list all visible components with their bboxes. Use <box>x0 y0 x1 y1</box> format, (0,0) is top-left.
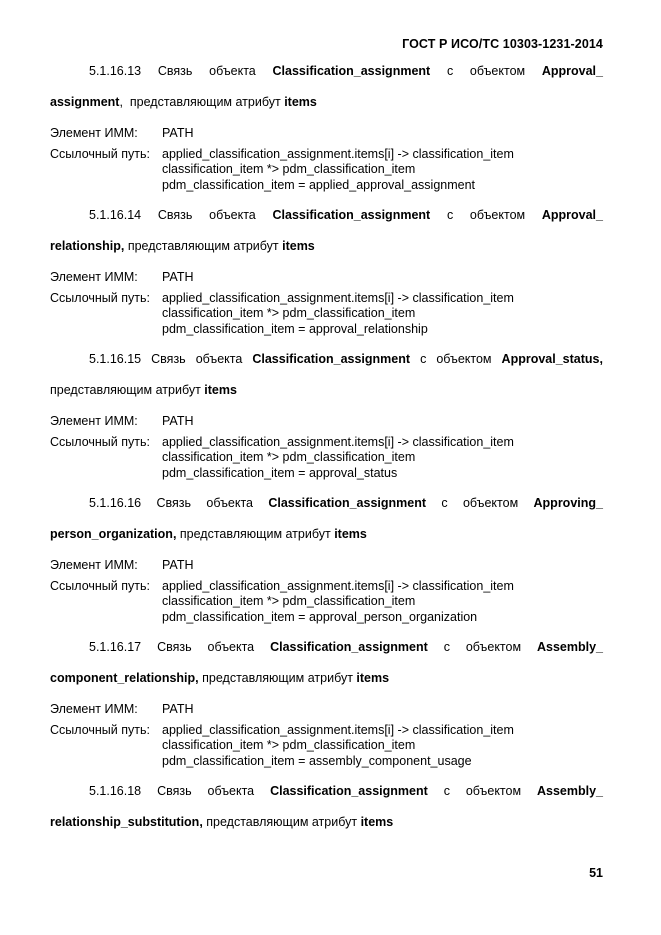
source-entity: Classification_assignment <box>252 352 411 366</box>
object-word: объекта <box>206 496 253 510</box>
mapping-5-1-16-13 <box>50 126 603 193</box>
section-number: 5.1.16.14 <box>89 208 142 222</box>
document-standard-header: ГОСТ Р ИСО/ТС 10303-1231-2014 <box>402 37 603 51</box>
mapping-5-1-16-16 <box>50 558 603 625</box>
section-5-1-16-13 <box>50 63 603 110</box>
representing-text: представляющим атрибут <box>129 95 281 109</box>
path-label: Ссылочный путь: <box>50 146 150 161</box>
attribute-name: items <box>334 527 367 541</box>
path-line: applied_classification_assignment.items[i] -> classification_item <box>162 578 514 593</box>
attribute-name: items <box>284 95 317 109</box>
target-entity-part2: component_relationship <box>50 671 196 685</box>
target-entity-part1: Approval_ <box>541 208 603 222</box>
path-row <box>50 594 603 610</box>
with-object-word: объектом <box>469 208 526 222</box>
path-row <box>50 306 603 322</box>
section-heading-continuation: relationship_substitution, представляющим атрибут items <box>50 815 394 829</box>
object-word: объекта <box>209 64 256 78</box>
source-entity: Classification_assignment <box>270 784 428 798</box>
with-word: с <box>446 208 454 222</box>
element-value: PATH <box>162 270 194 284</box>
target-entity-part1: Approving_ <box>533 496 603 510</box>
link-word: Связь <box>157 208 193 222</box>
source-entity: Classification_assignment <box>272 208 431 222</box>
section-heading-continuation: relationship, представляющим атрибут items <box>50 239 315 253</box>
path-row <box>50 466 603 482</box>
element-label: Элемент ИММ: <box>50 126 138 140</box>
target-entity-part1: Approval_ <box>541 64 603 78</box>
target-entity-part2: relationship <box>50 239 121 253</box>
with-object-word: объектом <box>465 640 522 654</box>
with-object-word: объектом <box>462 496 519 510</box>
path-line: applied_classification_assignment.items[i] -> classification_item <box>162 434 514 449</box>
section-heading-continuation: assignment, представляющим атрибут items <box>50 95 317 109</box>
section-5-1-16-15 <box>50 351 603 398</box>
mapping-5-1-16-14 <box>50 270 603 337</box>
element-value: PATH <box>162 414 194 428</box>
target-entity-part1: Approval_status, <box>501 352 603 366</box>
source-entity: Classification_assignment <box>270 640 428 654</box>
element-value: PATH <box>162 558 194 572</box>
path-label: Ссылочный путь: <box>50 722 150 737</box>
representing-text: представляющим атрибут <box>50 383 201 397</box>
path-row <box>50 723 603 739</box>
object-word: объекта <box>209 208 256 222</box>
with-word: с <box>443 784 450 798</box>
mapping-5-1-16-17 <box>50 702 603 769</box>
section-5-1-16-18 <box>50 783 603 830</box>
path-row <box>50 610 603 626</box>
source-entity: Classification_assignment <box>272 64 431 78</box>
element-label: Элемент ИММ: <box>50 270 138 284</box>
path-row <box>50 162 603 178</box>
element-value: PATH <box>162 126 194 140</box>
attribute-name: items <box>360 815 394 829</box>
path-line: classification_item *> pdm_classification_item <box>162 162 416 176</box>
element-value: PATH <box>162 702 194 716</box>
representing-text: представляющим атрибут <box>206 815 358 829</box>
section-heading-continuation: component_relationship, представляющим атрибут items <box>50 671 390 685</box>
section-heading-line <box>50 351 603 367</box>
path-line: classification_item *> pdm_classification_item <box>162 306 416 320</box>
section-5-1-16-17 <box>50 639 603 686</box>
path-row <box>50 754 603 770</box>
link-word: Связь <box>151 352 186 366</box>
attribute-name: items <box>204 383 237 397</box>
path-line: pdm_classification_item = approval_relationship <box>162 321 428 336</box>
page-number: 51 <box>589 866 603 880</box>
path-line: pdm_classification_item = approval_status <box>162 465 398 480</box>
object-word: объекта <box>195 352 243 366</box>
mapping-5-1-16-15 <box>50 414 603 481</box>
path-line: applied_classification_assignment.items[i] -> classification_item <box>162 722 514 737</box>
path-line: classification_item *> pdm_classification_item <box>162 738 416 752</box>
with-object-word: объектом <box>465 784 522 798</box>
element-row <box>50 414 603 430</box>
target-entity-part1: Assembly_ <box>536 640 603 654</box>
element-label: Элемент ИММ: <box>50 702 138 716</box>
element-row <box>50 270 603 286</box>
element-row <box>50 702 603 718</box>
representing-text: представляющим атрибут <box>127 239 279 253</box>
target-entity-part2: person_organization <box>50 527 173 541</box>
path-line: pdm_classification_item = approval_person_organization <box>162 609 478 624</box>
target-entity-part1: Assembly_ <box>536 784 603 798</box>
object-word: объекта <box>207 784 255 798</box>
path-line: applied_classification_assignment.items[i] -> classification_item <box>162 290 514 305</box>
element-row <box>50 558 603 574</box>
section-number: 5.1.16.18 <box>89 784 142 798</box>
element-label: Элемент ИММ: <box>50 558 138 572</box>
path-row <box>50 178 603 194</box>
path-label: Ссылочный путь: <box>50 578 150 593</box>
section-number: 5.1.16.13 <box>89 64 142 78</box>
path-row <box>50 435 603 451</box>
path-row <box>50 450 603 466</box>
path-line: classification_item *> pdm_classification_item <box>162 594 416 608</box>
representing-text: представляющим атрибут <box>179 527 331 541</box>
path-row <box>50 738 603 754</box>
path-line: classification_item *> pdm_classification_item <box>162 450 416 464</box>
section-heading-line <box>50 63 603 79</box>
target-entity-part2: relationship_substitution <box>50 815 200 829</box>
target-entity-part2: assignment <box>50 95 120 109</box>
path-line: pdm_classification_item = assembly_component_usage <box>162 753 472 768</box>
path-row <box>50 322 603 338</box>
with-word: с <box>441 496 448 510</box>
object-word: объекта <box>207 640 255 654</box>
path-row <box>50 147 603 163</box>
attribute-name: items <box>356 671 390 685</box>
section-5-1-16-14 <box>50 207 603 254</box>
link-word: Связь <box>157 784 192 798</box>
document-body <box>50 63 603 830</box>
section-number: 5.1.16.17 <box>89 640 142 654</box>
path-label: Ссылочный путь: <box>50 290 150 305</box>
representing-text: представляющим атрибут <box>202 671 353 685</box>
with-word: с <box>443 640 450 654</box>
with-word: с <box>420 352 427 366</box>
with-word: с <box>446 64 454 78</box>
path-line: pdm_classification_item = applied_approval_assignment <box>162 177 476 192</box>
path-row <box>50 579 603 595</box>
section-heading-continuation <box>50 382 603 398</box>
link-word: Связь <box>157 64 193 78</box>
section-number: 5.1.16.16 <box>89 496 142 510</box>
element-row <box>50 126 603 142</box>
attribute-name: items <box>282 239 315 253</box>
path-label: Ссылочный путь: <box>50 434 150 449</box>
with-object-word: объектом <box>436 352 492 366</box>
path-line: applied_classification_assignment.items[i] -> classification_item <box>162 146 514 161</box>
section-heading-line <box>50 639 603 655</box>
link-word: Связь <box>156 496 192 510</box>
section-heading-line <box>50 783 603 799</box>
with-object-word: объектом <box>469 64 526 78</box>
element-label: Элемент ИММ: <box>50 414 138 428</box>
link-word: Связь <box>157 640 192 654</box>
section-heading-line <box>50 207 603 223</box>
path-row <box>50 291 603 307</box>
section-5-1-16-16 <box>50 495 603 542</box>
section-heading-continuation: person_organization, представляющим атрибут items <box>50 527 367 541</box>
section-heading-line <box>50 495 603 511</box>
source-entity: Classification_assignment <box>268 496 427 510</box>
section-number: 5.1.16.15 <box>89 352 142 366</box>
